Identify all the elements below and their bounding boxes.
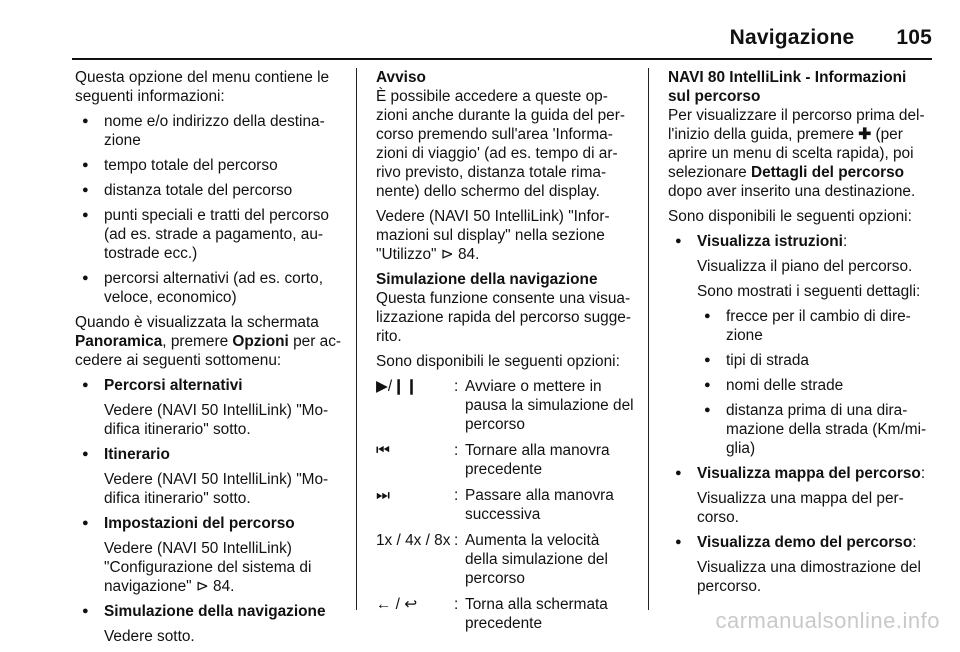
- submenu-text: Vedere (NAVI 50 IntelliLink) "Modifica itinerario" sotto.: [104, 402, 329, 438]
- list-item: ● distanza totale del percorso: [75, 181, 343, 200]
- submenu-list: [75, 376, 343, 646]
- column-1: [75, 68, 343, 652]
- simulation-text: Questa funzione consente una visualizzazione rapida del percorso suggerito.: [376, 290, 631, 345]
- option-text: Visualizza una dimostrazione del percorso.: [697, 559, 921, 595]
- avviso-text: È possibile accedere a queste opzioni anche durante la guida del percorso premendo sull'area 'Informazioni di viaggio' (ad es. tempo di arrivo previsto, distanza totale rimanente) dello schermo del display.: [376, 88, 626, 200]
- option-item: ● Visualizza mappa del percorso: Visualizza una mappa del percorso.: [668, 464, 930, 527]
- table-row: ▶/❙❙ : Avviare o mettere in pausa la simulazione del percorso: [376, 377, 634, 441]
- header-rule: [72, 58, 932, 60]
- page-header: [0, 26, 932, 56]
- dettagli-label: Dettagli del percorso: [751, 164, 905, 181]
- column-divider-1: [356, 68, 357, 610]
- submenu-item: [75, 376, 343, 439]
- details-list: [697, 307, 930, 458]
- simulation-title: Simulazione della navigazione: [376, 271, 598, 288]
- option-details-intro: Sono mostrati i seguenti dettagli:: [697, 283, 921, 300]
- info-list: [75, 112, 343, 307]
- next-icon: ⏭: [376, 487, 390, 504]
- list-item: ● nome e/o indirizzo della destinazione: [75, 112, 343, 150]
- table-row: ⏭ : Passare alla manovra successiva: [376, 486, 634, 531]
- submenu-text: Vedere (NAVI 50 IntelliLink) "Configurazione del sistema di navigazione" ⊳ 84.: [104, 540, 312, 595]
- list-item: ● percorsi alternativi (ad es. corto, veloce, economico): [75, 269, 343, 307]
- column-2: [376, 68, 634, 640]
- page-number: 105: [896, 26, 932, 49]
- submenu-title: ● Itinerario: [104, 446, 170, 463]
- list-item: ● frecce per il cambio di direzione: [697, 307, 930, 345]
- speed-label: 1x / 4x / 8x: [376, 532, 451, 549]
- table-row: ⏮ : Tornare alla manovra precedente: [376, 441, 634, 486]
- submenu-title: ● Simulazione della navigazione: [104, 603, 326, 620]
- previous-icon: ⏮: [376, 442, 390, 459]
- back-icon: ← / ↩: [376, 596, 418, 613]
- option-text: Visualizza il piano del percorso.: [697, 258, 913, 275]
- watermark: carmanualsonline.info: [715, 608, 940, 633]
- list-item: ● punti speciali e tratti del percorso (ad es. strade a pagamento, autostrade ecc.): [75, 206, 343, 263]
- control-description: Avviare o mettere in pausa la simulazione del percorso: [465, 378, 634, 433]
- column-divider-2: [648, 68, 649, 610]
- list-item: ● distanza prima di una diramazione della strada (Km/miglia): [697, 401, 930, 458]
- control-description: Tornare alla manovra precedente: [465, 442, 610, 478]
- submenu-title: ● Percorsi alternativi: [104, 377, 243, 394]
- options-list: [668, 232, 930, 596]
- list-item: ● tipi di strada: [697, 351, 930, 370]
- option-text: Visualizza una mappa del percorso.: [697, 490, 904, 526]
- submenu-text: Vedere sotto.: [104, 628, 195, 645]
- plus-icon: ✚: [858, 126, 872, 143]
- opzioni-label: Opzioni: [232, 333, 289, 350]
- panorama-paragraph: Quando è visualizzata la schermata Panoramica, premere Opzioni per accedere ai seguenti sottomenu:: [75, 314, 342, 369]
- submenu-item: [75, 602, 343, 646]
- list-item: ● nomi delle strade: [697, 376, 930, 395]
- section-title: NAVI 80 IntelliLink - Informazioni sul percorso: [668, 69, 907, 105]
- submenu-text: Vedere (NAVI 50 IntelliLink) "Modifica itinerario" sotto.: [104, 471, 329, 507]
- controls-table: [376, 377, 634, 640]
- list-item: ● tempo totale del percorso: [75, 156, 343, 175]
- column-3: [668, 68, 930, 602]
- table-row: 1x / 4x / 8x : Aumenta la velocità della simulazione del percorso: [376, 531, 634, 595]
- options-intro: Sono disponibili le seguenti opzioni:: [668, 208, 912, 225]
- control-description: Passare alla manovra successiva: [465, 487, 614, 523]
- control-description: Torna alla schermata precedente: [465, 596, 608, 632]
- option-title: Visualizza demo del percorso: [697, 534, 913, 551]
- submenu-title: ● Impostazioni del percorso: [104, 515, 295, 532]
- intro-text: Questa opzione del menu contiene le seguenti informazioni:: [75, 69, 330, 105]
- submenu-item: [75, 514, 343, 596]
- avviso-title: Avviso: [376, 69, 426, 86]
- page-title: Navigazione: [729, 26, 855, 49]
- option-item: ● Visualizza demo del percorso: Visualizza una dimostrazione del percorso.: [668, 533, 930, 596]
- play-pause-icon: ▶/❙❙: [376, 378, 418, 395]
- intro-paragraph: Per visualizzare il percorso prima dell'inizio della guida, premere ✚ (per aprire un menu di scelta rapida), poi selezionare Dettagli del percorso dopo aver inserito una destinazione.: [668, 107, 925, 200]
- options-intro: Sono disponibili le seguenti opzioni:: [376, 353, 620, 370]
- table-row: ← / ↩ : Torna alla schermata precedente: [376, 595, 634, 640]
- option-item: ● Visualizza istruzioni: Visualizza il piano del percorso. Sono mostrati i seguenti dettagli: ● frecce per il cambio di direzione ● tipi di strada ● nomi delle strade ● distanza prima di una diramazione della strada (Km/miglia): [668, 232, 930, 458]
- option-title: Visualizza mappa del percorso: [697, 465, 921, 482]
- submenu-item: [75, 445, 343, 508]
- avviso-reference: Vedere (NAVI 50 IntelliLink) "Informazioni sul display" nella sezione "Utilizzo" ⊳ 84.: [376, 208, 610, 263]
- option-title: Visualizza istruzioni: [697, 233, 843, 250]
- control-description: Aumenta la velocità della simulazione del percorso: [465, 532, 608, 587]
- panorama-label: Panoramica: [75, 333, 163, 350]
